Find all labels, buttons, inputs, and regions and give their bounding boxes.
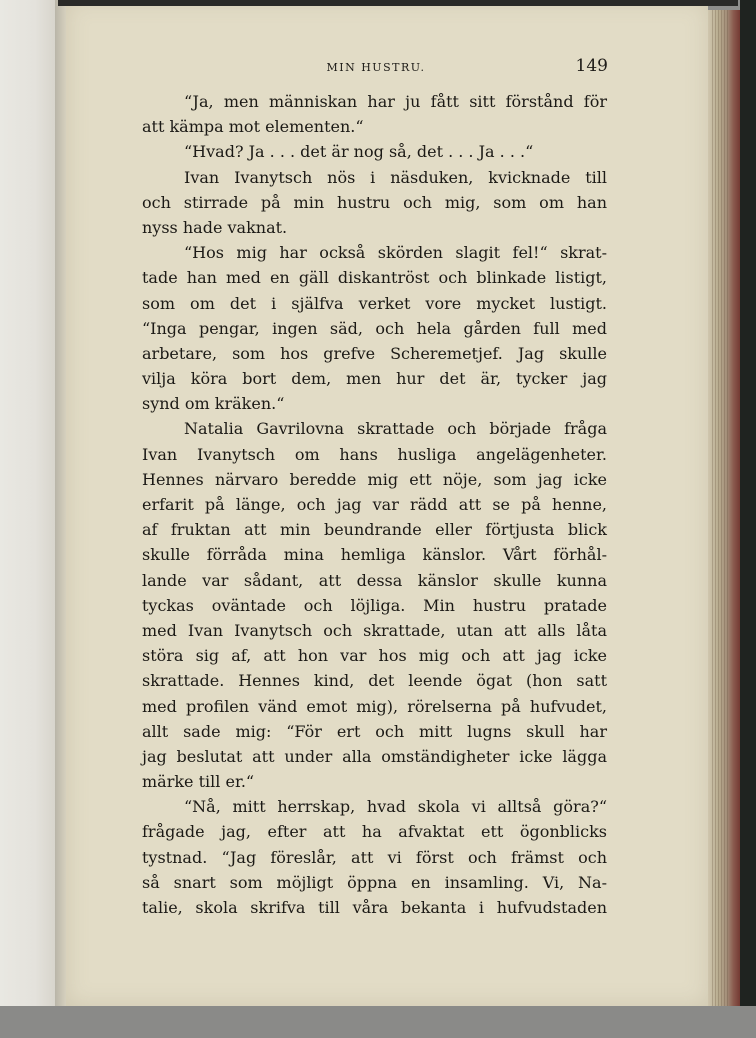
text-line: allt sade mig: “För ert och mitt lugns skull har — [142, 721, 607, 741]
text-line: att kämpa mot elementen.“ — [142, 117, 364, 137]
text-line: “Inga pengar, ingen säd, och hela gården full med — [142, 318, 607, 338]
text-line: som om det i själfva verket vore mycket lustigt. — [142, 293, 607, 313]
page-header — [142, 56, 610, 80]
text-line: “Hvad? Ja . . . det är nog så, det . . . Ja . . .“ — [184, 142, 534, 162]
text-line: störa sig af, att hon var hos mig och att jag icke — [142, 646, 607, 666]
running-head: MIN HUSTRU. — [326, 61, 426, 74]
text-line: jag beslutat att under alla omständigheter icke lägga — [142, 746, 607, 766]
text-line: Hennes närvaro beredde mig ett nöje, som jag icke — [142, 469, 607, 489]
text-line: skrattade. Hennes kind, det leende ögat (hon satt — [142, 671, 607, 691]
scan-background — [0, 1006, 756, 1038]
page-stack-edge — [708, 10, 742, 1006]
text-line: “Ja, men människan har ju fått sitt förstånd för — [184, 92, 607, 111]
left-page-edge — [0, 0, 58, 1006]
text-line: tyckas oväntade och löjliga. Min hustru pratade — [142, 595, 607, 615]
text-line: nyss hade vaknat. — [142, 217, 288, 237]
text-line: tade han med en gäll diskantröst och blinkade listigt, — [142, 268, 607, 288]
text-line: erfarit på länge, och jag var rädd att se på henne, — [142, 495, 607, 514]
text-line: Ivan Ivanytsch om hans husliga angelägenheter. — [142, 444, 607, 464]
top-edge-shadow — [58, 0, 738, 6]
text-line: “Nå, mitt herrskap, hvad skola vi alltså göra?“ — [184, 797, 607, 817]
text-line: märke till er.“ — [142, 772, 255, 792]
text-line: Natalia Gavrilovna skrattade och började fråga — [184, 419, 607, 439]
body-text — [142, 89, 607, 920]
text-line: och stirrade på min hustru och mig, som om han — [142, 192, 607, 212]
text-line: synd om kräken.“ — [142, 394, 285, 414]
page-number: 149 — [575, 56, 608, 76]
text-line: vilja köra bort dem, men hur det är, tycker jag — [142, 369, 607, 389]
text-line: med Ivan Ivanytsch och skrattade, utan att alls låta — [142, 620, 607, 640]
text-line: så snart som möjligt öppna en insamling. Vi, Na- — [142, 872, 607, 892]
text-line: arbetare, som hos grefve Scheremetjef. Jag skulle — [142, 343, 607, 363]
text-line: lande var sådant, att dessa känslor skulle kunna — [142, 570, 607, 590]
text-line: frågade jag, efter att ha afvaktat ett ögonblicks — [142, 822, 607, 842]
text-line: Ivan Ivanytsch nös i näsduken, kvicknade till — [184, 167, 607, 187]
text-line: talie, skola skrifva till våra bekanta i hufvudstaden — [142, 898, 607, 917]
text-line: skulle förråda mina hemliga känslor. Vårt förhål- — [142, 545, 607, 565]
text-line: med profilen vänd emot mig), rörelserna på hufvudet, — [142, 696, 607, 716]
text-line: “Hos mig har också skörden slagit fel!“ skrat- — [184, 243, 607, 263]
text-line: af fruktan att min beundrande eller förtjusta blick — [142, 520, 607, 540]
book-cover-edge — [740, 0, 756, 1006]
text-line: tystnad. “Jag föreslår, att vi först och främst och — [142, 847, 607, 867]
